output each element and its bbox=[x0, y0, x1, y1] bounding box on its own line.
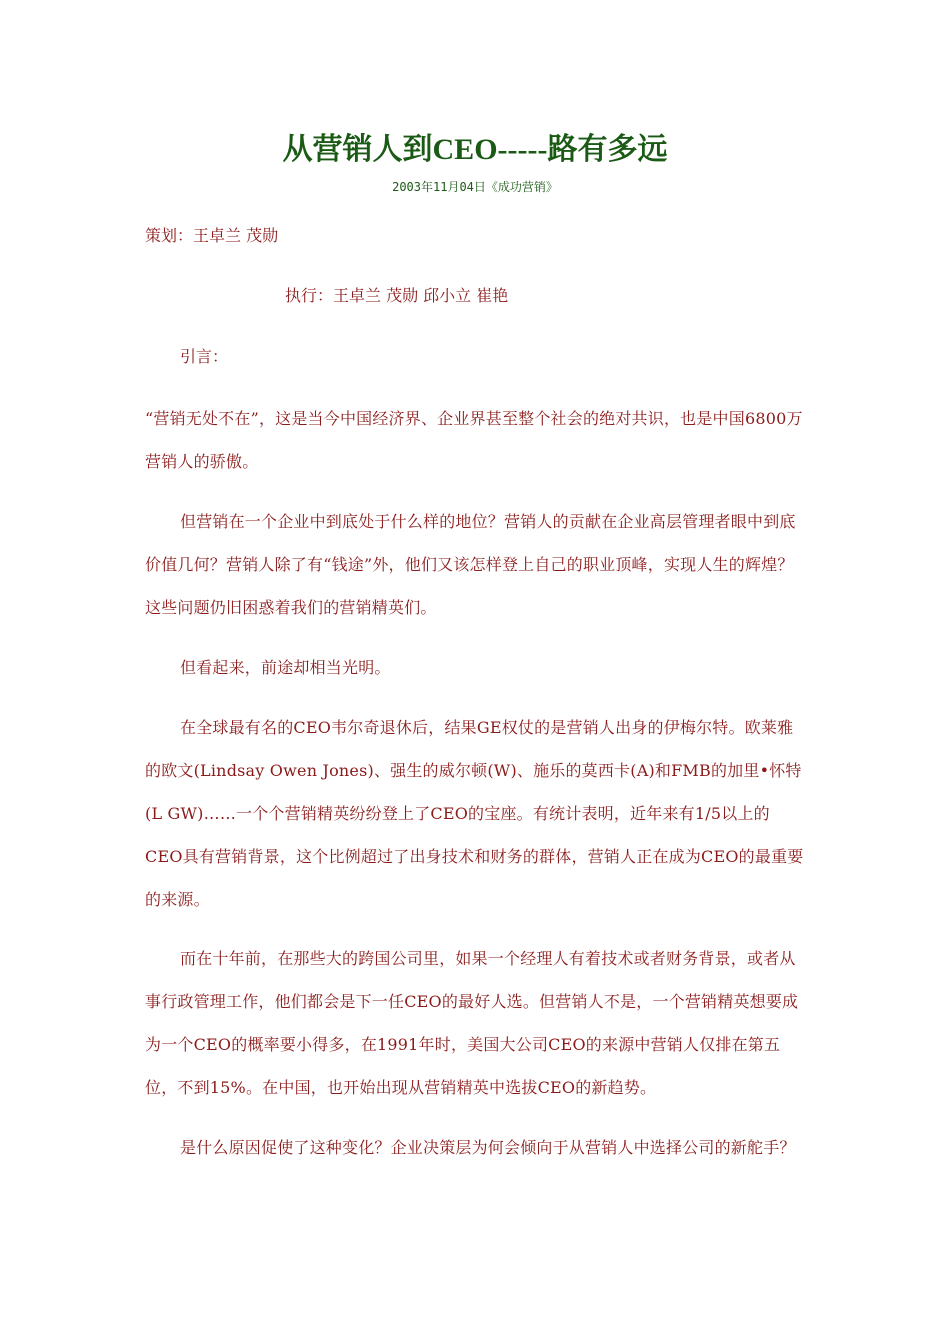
article-title: 从营销人到CEO-----路有多远 bbox=[282, 133, 668, 166]
paragraph-5: 而在十年前，在那些大的跨国公司里，如果一个经理人有着技术或者财务背景，或者从事行政管理工作，他们都会是下一任CEO的最好人选。但营销人不是，一个营销精英想要成为一个CEO的概率要小得多，在1991年时，美国大公司CEO的来源中营销人仅排在第五位，不到15%。在中国，也开始出现从营销精英中选拔CEO的新趋势。 bbox=[145, 949, 799, 1097]
paragraph-6: 是什么原因促使了这种变化？企业决策层为何会倾向于从营销人中选择公司的新舵手？ bbox=[180, 1138, 796, 1157]
executor-credit: 执行：王卓兰 茂勋 邱小立 崔艳 bbox=[285, 286, 509, 305]
intro-label: 引言： bbox=[180, 347, 229, 366]
paragraph-2: 但营销在一个企业中到底处于什么样的地位？营销人的贡献在企业高层管理者眼中到底价值几何？营销人除了有“钱途”外，他们又该怎样登上自己的职业顶峰，实现人生的辉煌？这些问题仍旧困惑着我们的营销精英们。 bbox=[145, 512, 796, 617]
article-date-source: 2003年11月04日《成功营销》 bbox=[392, 180, 558, 194]
planner-credit: 策划：王卓兰 茂勋 bbox=[145, 226, 279, 245]
paragraph-1: “营销无处不在”，这是当今中国经济界、企业界甚至整个社会的绝对共识，也是中国6800万营销人的骄傲。 bbox=[145, 409, 803, 471]
paragraph-3: 但看起来，前途却相当光明。 bbox=[180, 658, 391, 677]
paragraph-4: 在全球最有名的CEO韦尔奇退休后，结果GE权仗的是营销人出身的伊梅尔特。欧莱雅的欧文(Lindsay Owen Jones)、强生的威尔顿(W)、施乐的莫西卡(A)和FMB的加里•怀特(L GW)……一个个营销精英纷纷登上了CEO的宝座。有统计表明，近年来有1/5以上的CEO具有营销背景，这个比例超过了出身技术和财务的群体，营销人正在成为CEO的最重要的来源。 bbox=[145, 718, 804, 909]
